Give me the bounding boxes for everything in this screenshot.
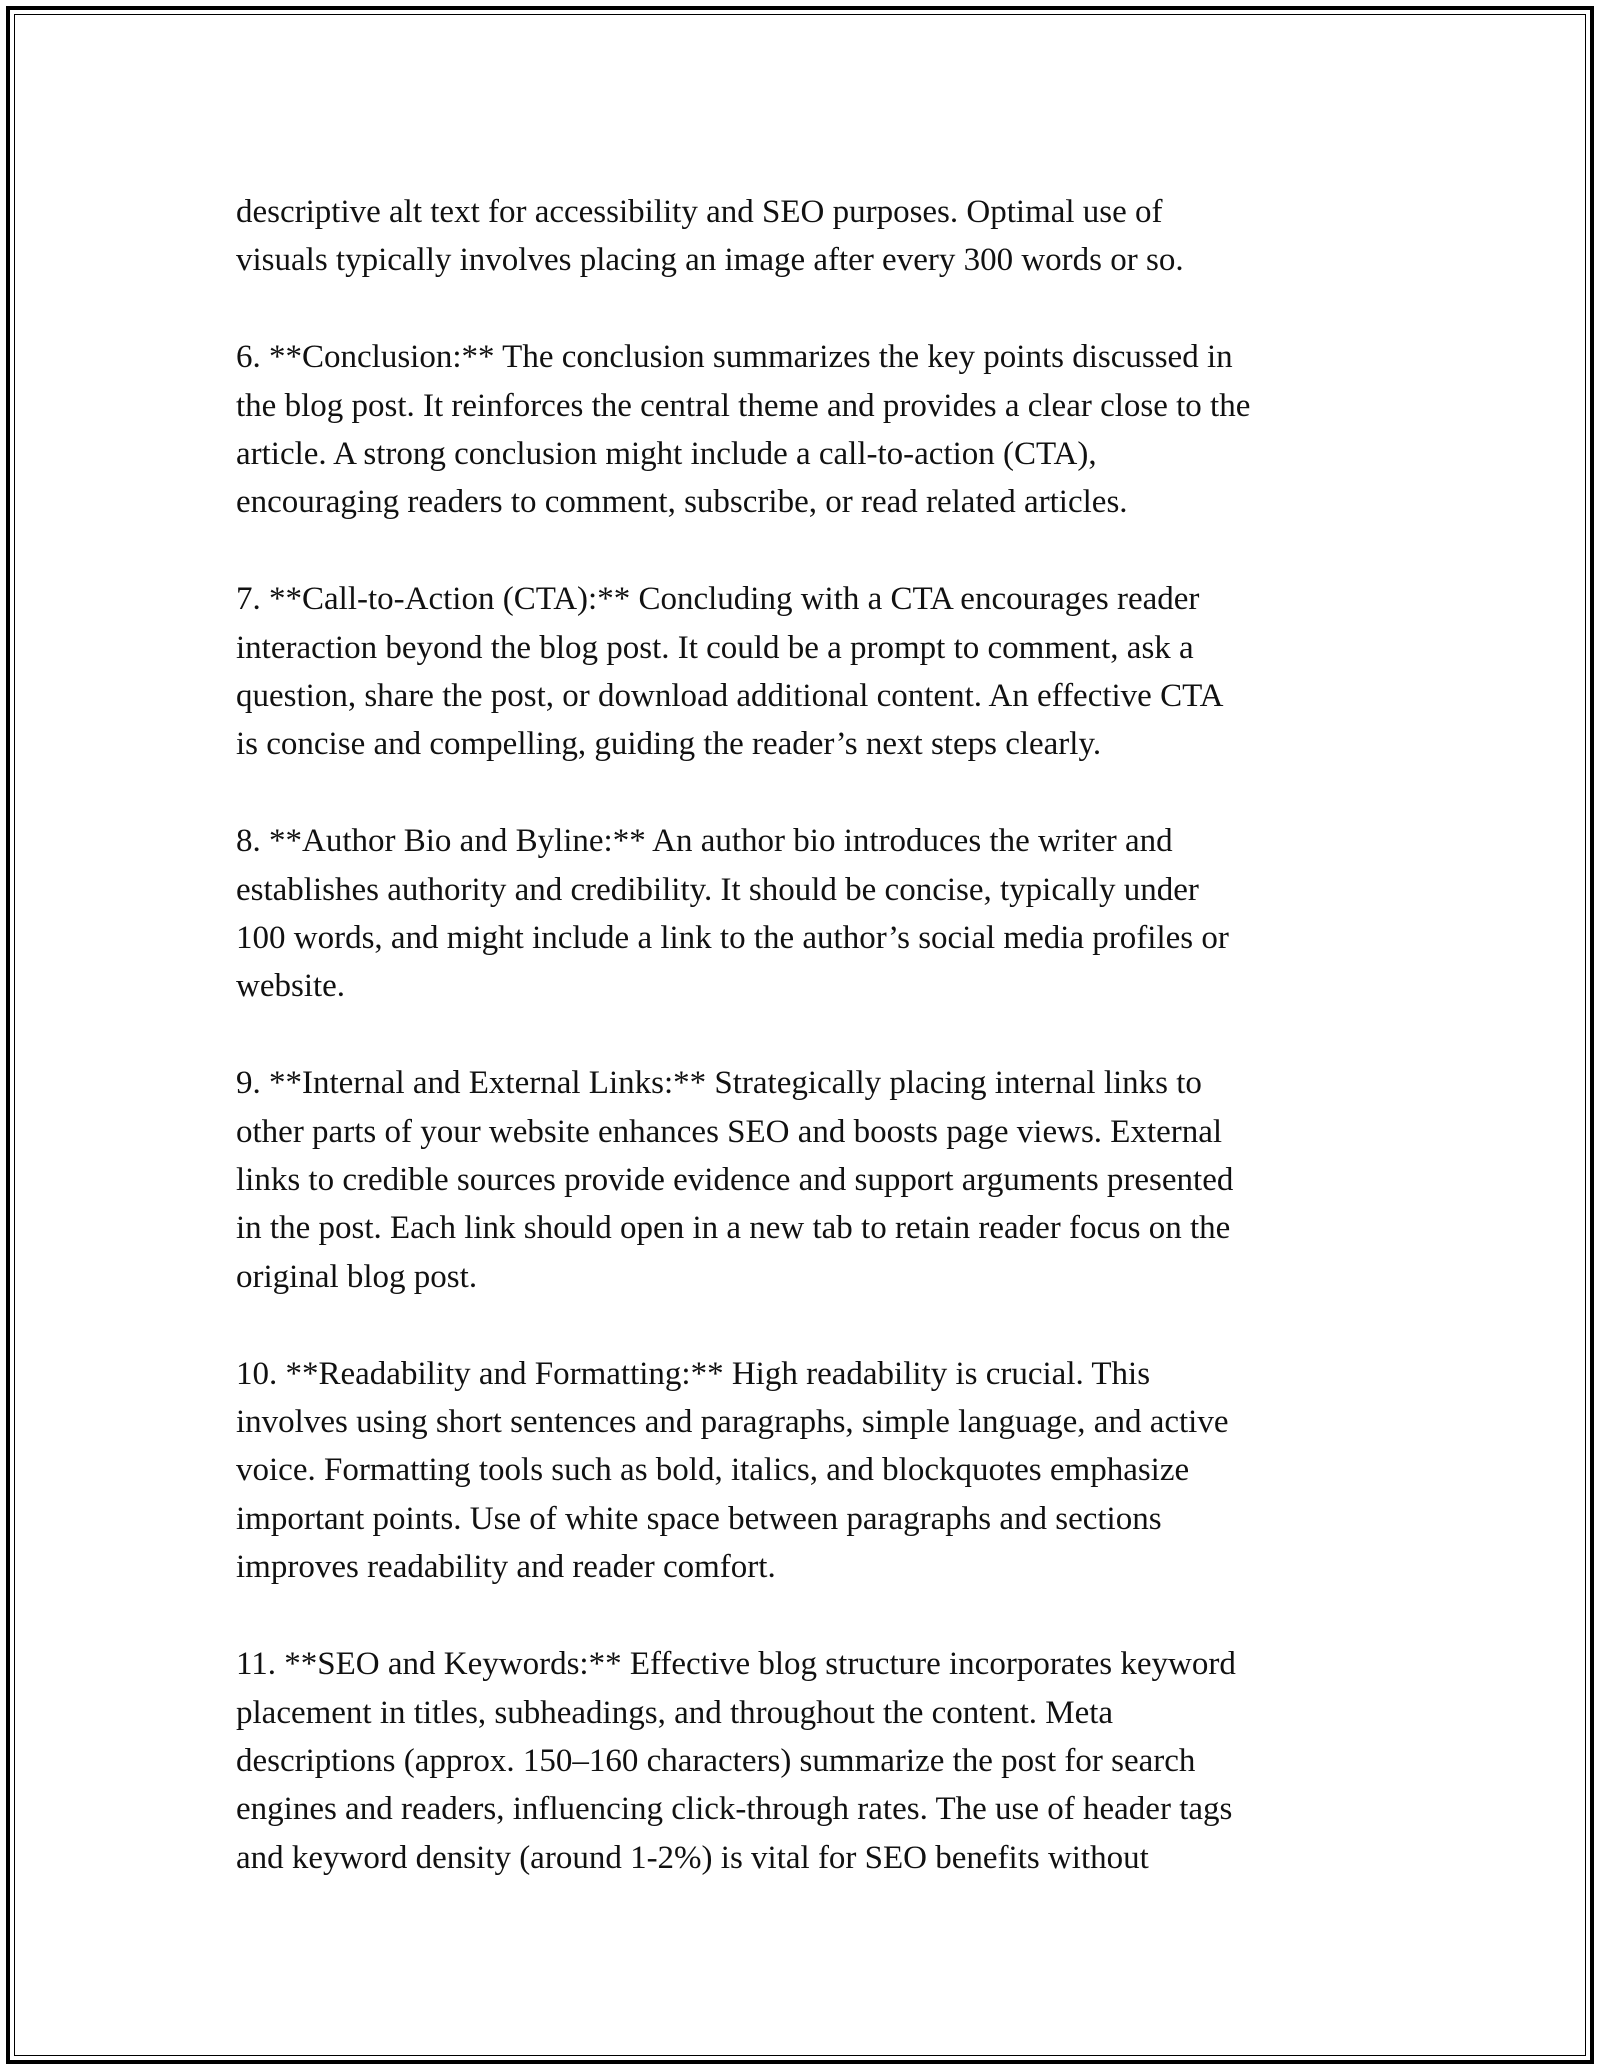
paragraph-author-bio bbox=[236, 817, 1376, 1011]
text-line: 100 words, and might include a link to the author’s social media profiles or bbox=[236, 920, 1229, 957]
text-line: question, share the post, or download additional content. An effective CTA bbox=[236, 678, 1224, 715]
text-line: establishes authority and credibility. It should be concise, typically under bbox=[236, 871, 1199, 908]
text-line: article. A strong conclusion might include a call-to-action (CTA), bbox=[236, 436, 1097, 473]
text-line: and keyword density (around 1-2%) is vital for SEO benefits without bbox=[236, 1839, 1149, 1876]
text-line: website. bbox=[236, 968, 346, 1005]
paragraph-readability bbox=[236, 1350, 1376, 1592]
text-line: involves using short sentences and paragraphs, simple language, and active bbox=[236, 1404, 1229, 1441]
text-line: 6. **Conclusion:** The conclusion summarizes the key points discussed in bbox=[236, 339, 1233, 376]
text-line: the blog post. It reinforces the central theme and provides a clear close to the bbox=[236, 387, 1251, 424]
text-line: interaction beyond the blog post. It could be a prompt to comment, ask a bbox=[236, 629, 1194, 666]
text-line: voice. Formatting tools such as bold, italics, and blockquotes emphasize bbox=[236, 1452, 1190, 1489]
paragraph-seo-keywords bbox=[236, 1640, 1376, 1882]
text-line: is concise and compelling, guiding the reader’s next steps clearly. bbox=[236, 726, 1102, 763]
paragraph-links bbox=[236, 1059, 1376, 1301]
text-line: placement in titles, subheadings, and throughout the content. Meta bbox=[236, 1694, 1114, 1731]
text-line: 7. **Call-to-Action (CTA):** Concluding with a CTA encourages reader bbox=[236, 581, 1200, 618]
text-line: encouraging readers to comment, subscribe, or read related articles. bbox=[236, 484, 1128, 521]
paragraph-alt-text bbox=[236, 188, 1376, 285]
text-line: 10. **Readability and Formatting:** High readability is crucial. This bbox=[236, 1355, 1151, 1392]
text-line: visuals typically involves placing an image after every 300 words or so. bbox=[236, 242, 1184, 279]
text-line: links to credible sources provide evidence and support arguments presented bbox=[236, 1162, 1234, 1199]
text-line: 9. **Internal and External Links:** Strategically placing internal links to bbox=[236, 1065, 1202, 1102]
text-line: descriptions (approx. 150–160 characters) summarize the post for search bbox=[236, 1742, 1196, 1779]
text-line: improves readability and reader comfort. bbox=[236, 1549, 776, 1586]
text-line: important points. Use of white space between paragraphs and sections bbox=[236, 1500, 1162, 1537]
text-line: original blog post. bbox=[236, 1258, 478, 1295]
text-line: descriptive alt text for accessibility and SEO purposes. Optimal use of bbox=[236, 194, 1163, 230]
text-line: other parts of your website enhances SEO and boosts page views. External bbox=[236, 1113, 1223, 1150]
text-line: 11. **SEO and Keywords:** Effective blog structure incorporates keyword bbox=[236, 1646, 1236, 1683]
paragraph-call-to-action bbox=[236, 575, 1376, 769]
text-line: 8. **Author Bio and Byline:** An author bio introduces the writer and bbox=[236, 823, 1173, 860]
text-line: in the post. Each link should open in a new tab to retain reader focus on the bbox=[236, 1210, 1231, 1247]
document-body bbox=[236, 188, 1376, 1931]
paragraph-conclusion bbox=[236, 333, 1376, 527]
text-line: engines and readers, influencing click-through rates. The use of header tags bbox=[236, 1791, 1233, 1828]
